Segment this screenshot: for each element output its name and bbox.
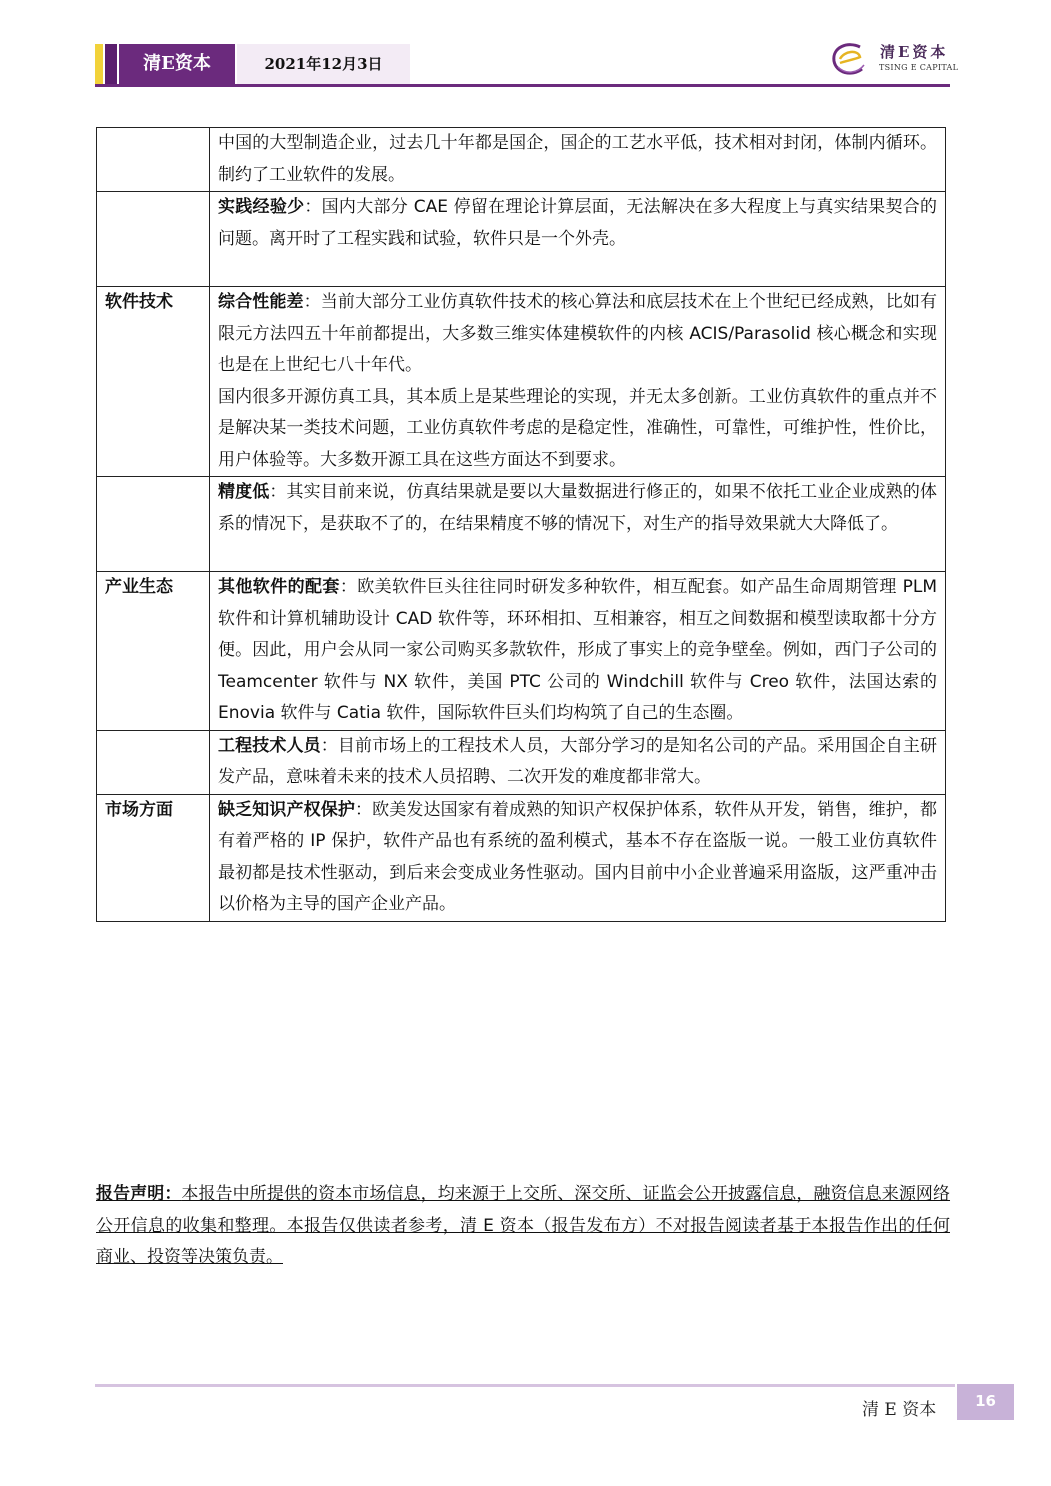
disclaimer-text: 本报告中所提供的资本市场信息，均来源于上交所、深交所、证监会公开披露信息，融资信息来源网络公开信息的收集和整理。本报告仅供读者参考，清 E 资本（报告发布方）不对报告阅读者基于本报告作出的任何商业、投资等决策负责。 [96,1184,951,1267]
page-number: 16 [957,1384,1014,1420]
row-text: ：欧美软件巨头往往同时研发多种软件，相互配套。如产品生命周期管理 PLM 软件和计算机辅助设计 CAD 软件等，环环相扣、互相兼容，相互之间数据和模型读取都十分方便。因此，用户会从同一家公司购买多款软件，形成了事实上的竞争壁垒。例如，西门子公司的 Teamcenter 软件与 NX 软件，美国 PTC 公司的 Windchill 软件与 Creo 软件，法国达索的 Enovia 软件与 Catia 软件，国际软件巨头们均构筑了自己的生态圈。 [218,577,938,723]
row-category [97,477,210,572]
table-row [97,128,946,192]
row-keyword: 实践经验少 [218,197,305,217]
table-row [97,730,946,794]
row-content [210,128,946,192]
row-text: ：目前市场上的工程技术人员，大部分学习的是知名公司的产品。采用国企自主研发产品，意味着未来的技术人员招聘、二次开发的难度都非常大。 [218,735,938,787]
report-disclaimer [96,1179,950,1274]
header-accent-purple [105,44,117,84]
row-category: 软件技术 [97,287,210,477]
header-date: 2021年12月3日 [237,44,410,84]
footer-rule [95,1384,955,1387]
row-keyword: 缺乏知识产权保护 [218,799,355,820]
table-row [97,287,946,477]
row-paragraph [218,287,937,382]
row-paragraph [218,477,937,540]
row-paragraph [218,192,937,255]
row-paragraph [218,572,937,730]
row-keyword: 工程技术人员 [218,735,321,756]
header-brand: 清E资本 [119,44,235,84]
disclaimer-label: 报告声明： [96,1184,182,1204]
analysis-table [96,127,946,922]
row-text: ：欧美发达国家有着成熟的知识产权保护体系，软件从开发，销售，维护，都有着严格的 IP 保护，软件产品也有系统的盈利模式，基本不存在盗版一说。一般工业仿真软件最初都是技术性驱动，到后来会变成业务性驱动。国内目前中小企业普遍采用盗版，这严重冲击以价格为主导的国产企业产品。 [218,799,938,914]
row-content [210,477,946,572]
row-content [210,794,946,921]
row-text: ：国内大部分 CAE 停留在理论计算层面，无法解决在多大程度上与真实结果契合的问题。离开时了工程实践和试验，软件只是一个外壳。 [218,197,938,249]
row-text: 中国的大型制造企业，过去几十年都是国企，国企的工艺水平低，技术相对封闭，体制内循环。制约了工业软件的发展。 [218,133,937,185]
row-category [97,192,210,287]
row-text: 国内很多开源仿真工具，其本质上是某些理论的实现，并无太多创新。工业仿真软件的重点并不是解决某一类技术问题，工业仿真软件考虑的是稳定性，准确性，可靠性，可维护性，性价比，用户体验等。大多数开源工具在这些方面达不到要求。 [218,386,937,470]
table-row [97,477,946,572]
header-accent-yellow [95,44,103,84]
footer-brand: 清 E 资本 [862,1400,937,1420]
row-category [97,128,210,192]
row-category [97,730,210,794]
table-row [97,794,946,921]
row-paragraph [218,382,937,477]
table-row [97,572,946,731]
row-content [210,287,946,477]
row-paragraph [218,128,937,191]
row-keyword: 其他软件的配套 [218,577,340,597]
row-paragraph [218,731,937,794]
row-content [210,730,946,794]
row-category: 市场方面 [97,794,210,921]
row-content [210,192,946,287]
logo-text-en: TSING E CAPITAL [879,63,959,72]
row-content [210,572,946,731]
table-row [97,192,946,287]
header-rule [95,84,950,87]
row-category: 产业生态 [97,572,210,731]
row-text: ：其实目前来说，仿真结果就是要以大量数据进行修正的，如果不依托工业企业成熟的体系的情况下，是获取不了的，在结果精度不够的情况下，对生产的指导效果就大大降低了。 [218,482,938,534]
row-text: ：当前大部分工业仿真软件技术的核心算法和底层技术在上个世纪已经成熟，比如有限元方法四五十年前都提出，大多数三维实体建模软件的内核 ACIS/Parasolid 核心概念和实现也是在上世纪七八十年代。 [218,292,938,375]
row-keyword: 精度低 [218,482,270,502]
row-paragraph [218,795,937,921]
row-keyword: 综合性能差 [218,292,304,312]
logo-text-cn: 清E资本 [880,43,949,61]
